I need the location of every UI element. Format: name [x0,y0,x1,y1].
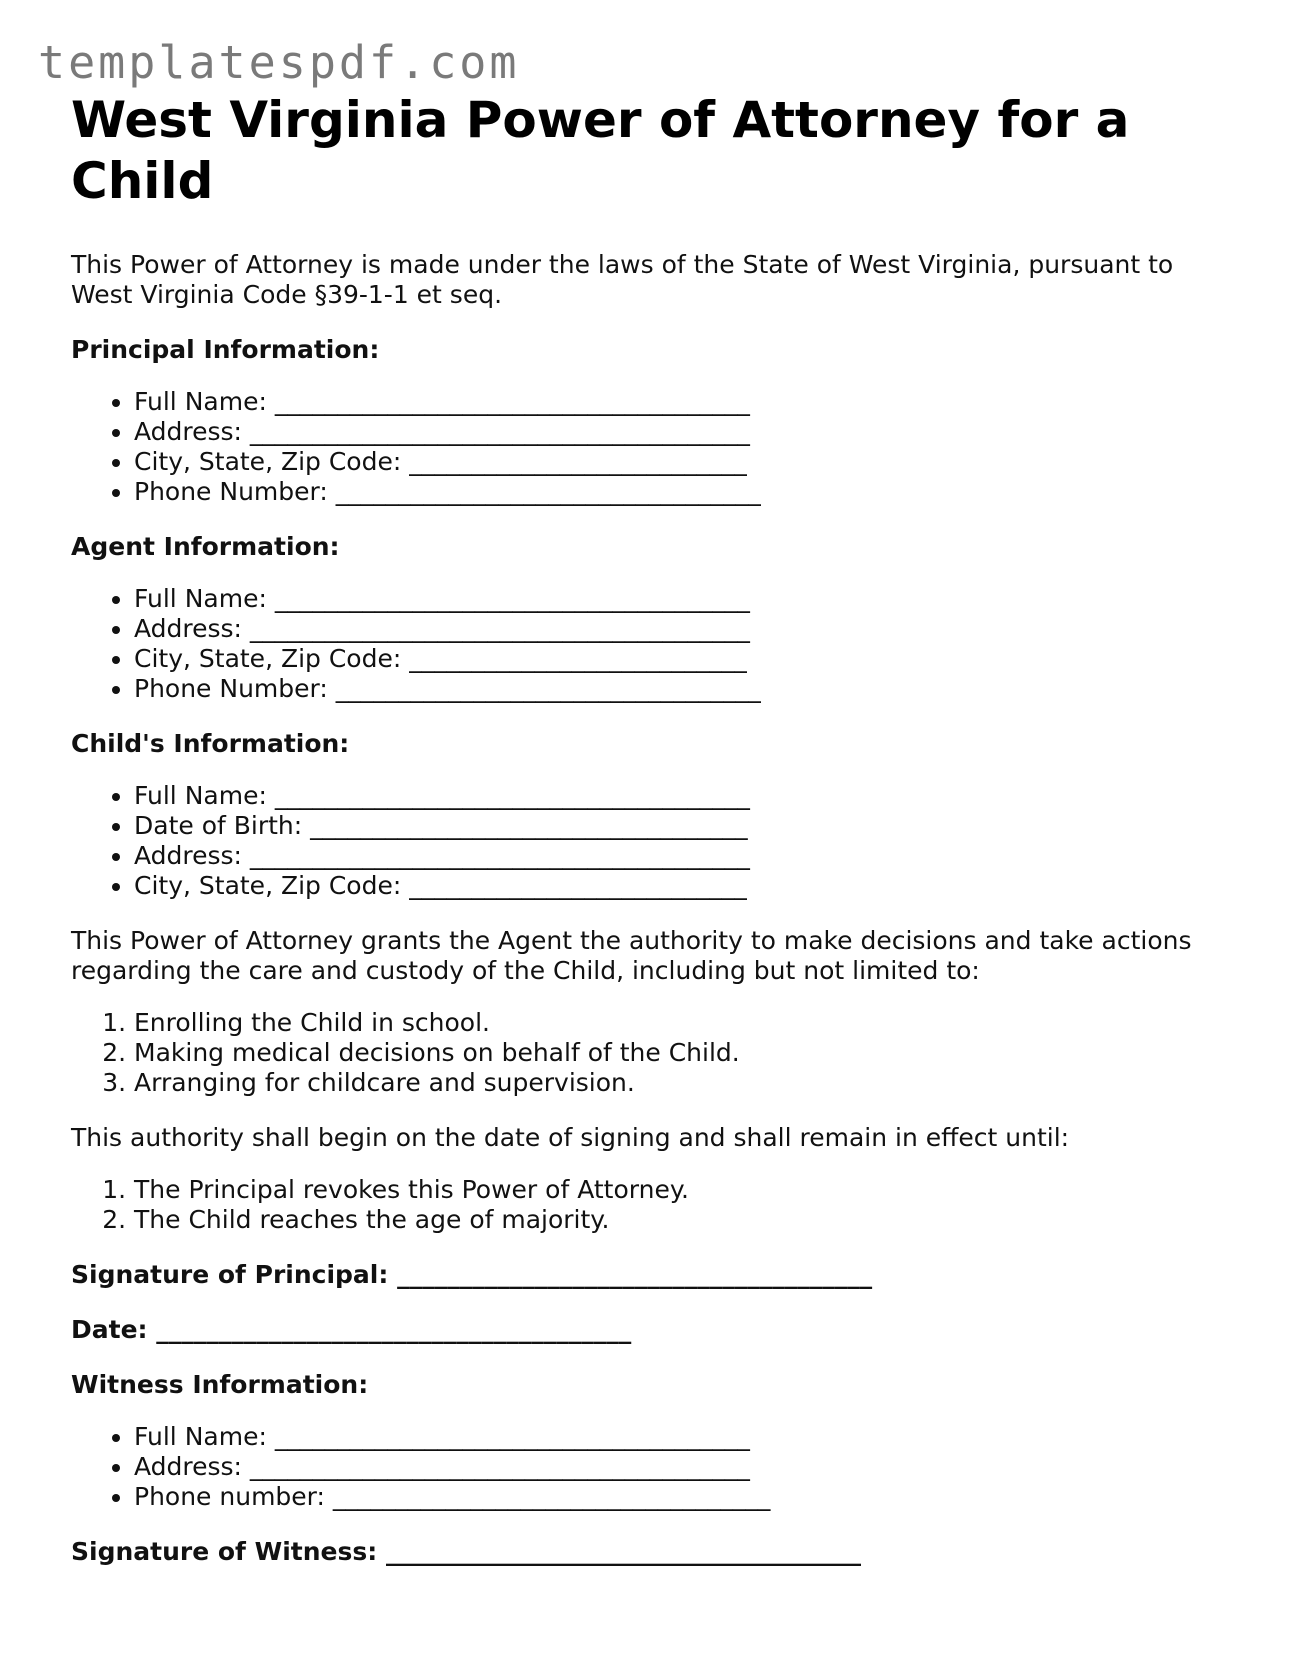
witness-address-field[interactable]: • Address: ________________________________________ [134,1452,1231,1482]
intro-paragraph: This Power of Attorney is made under the laws of the State of West Virginia, pursuant to West Virginia Code §39-1-1 et seq. [71,250,1174,309]
document-title: West Virginia Power of Attorney for a Child [71,91,1130,210]
power-item: 2. Making medical decisions on behalf of the Child. [134,1038,1231,1068]
powers-list [71,1008,1231,1098]
principal-fields-list [71,387,1231,507]
child-address-field[interactable]: • Address: ________________________________________ [134,841,1231,871]
principal-city-state-zip-field[interactable]: • City, State, Zip Code: ___________________________ [134,447,1231,477]
principal-signature-line[interactable]: Signature of Principal: ______________________________________ [71,1260,873,1289]
agent-phone-field[interactable]: • Phone Number: __________________________________ [134,674,1231,704]
document-page [71,90,1231,1567]
child-fields-list [71,781,1231,901]
condition-item: 1. The Principal revokes this Power of Attorney. [134,1175,1231,1205]
agent-address-field[interactable]: • Address: ________________________________________ [134,614,1231,644]
principal-heading: Principal Information: [71,335,380,364]
agent-heading: Agent Information: [71,532,340,561]
power-item: 3. Arranging for childcare and supervision. [134,1068,1231,1098]
duration-paragraph: This authority shall begin on the date of signing and shall remain in effect until: [71,1123,1070,1152]
child-date-of-birth-field[interactable]: • Date of Birth: ___________________________________ [134,811,1231,841]
witness-heading: Witness Information: [71,1370,369,1399]
agent-fields-list [71,584,1231,704]
witness-fields-list [71,1422,1231,1512]
condition-item: 2. The Child reaches the age of majority. [134,1205,1231,1235]
witness-signature-line[interactable]: Signature of Witness: ______________________________________ [71,1537,861,1566]
agent-full-name-field[interactable]: • Full Name: ______________________________________ [134,584,1231,614]
watermark-text: templatespdf.com [38,36,520,89]
grant-paragraph: This Power of Attorney grants the Agent the authority to make decisions and take actions regarding the care and custody of the Child, including but not limited to: [71,926,1192,985]
witness-phone-field[interactable]: • Phone number: ___________________________________ [134,1482,1231,1512]
witness-full-name-field[interactable]: • Full Name: ______________________________________ [134,1422,1231,1452]
conditions-list [71,1175,1231,1235]
power-item: 1. Enrolling the Child in school. [134,1008,1231,1038]
child-heading: Child's Information: [71,729,350,758]
agent-city-state-zip-field[interactable]: • City, State, Zip Code: ___________________________ [134,644,1231,674]
principal-address-field[interactable]: • Address: ________________________________________ [134,417,1231,447]
child-full-name-field[interactable]: • Full Name: ______________________________________ [134,781,1231,811]
date-line[interactable]: Date: ______________________________________ [71,1315,632,1344]
principal-phone-field[interactable]: • Phone Number: __________________________________ [134,477,1231,507]
principal-full-name-field[interactable]: • Full Name: ______________________________________ [134,387,1231,417]
child-city-state-zip-field[interactable]: • City, State, Zip Code: ___________________________ [134,871,1231,901]
